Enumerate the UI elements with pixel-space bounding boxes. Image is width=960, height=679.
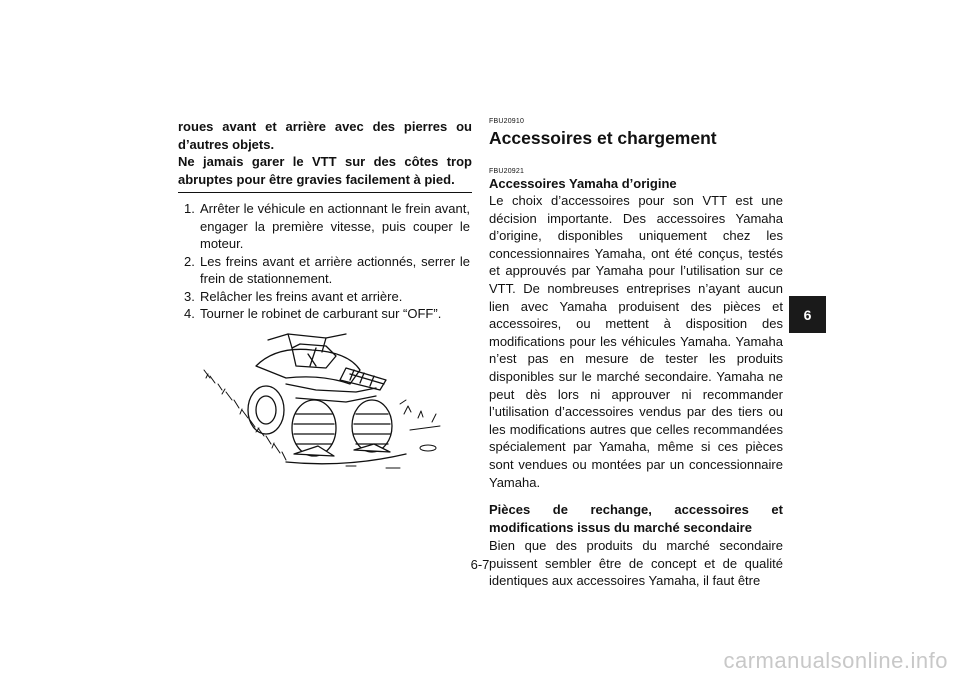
subsection-title-genuine-accessories: Accessoires Yamaha d’origine — [489, 176, 677, 191]
atv-parked-on-slope-illustration — [196, 318, 458, 478]
right-column — [489, 118, 783, 590]
watermark: carmanualsonline.info — [723, 648, 948, 673]
parking-steps-list — [178, 200, 472, 323]
section-title: Accessoires et chargement — [489, 128, 717, 148]
aftermarket-paragraph: Bien que des produits du marché secondaire puissent sembler être de concept et de qualité identiques aux accessoires Yamaha, il faut être — [489, 538, 783, 589]
genuine-accessories-paragraph: Le choix d’accessoires pour son VTT est une décision importante. Des accessoires Yamaha d’origine, disponibles uniquement chez les concessionnaires Yamaha, ont été conçus, testés et approuvés par Yamaha pour l’utilisation sur ce VTT. De nombreuses entreprises n’ayant aucun lien avec Yamaha produisent des pièces et accessoires, ou mettent à disposition des modifications pour les véhicules Yamaha. Yamaha n’est pas en mesure de tester les produits disponibles sur le marché secondaire. Yamaha ne peut dès lors ni approuver ni recommander l’utilisation d’accessoires vendus par des tiers ou les modifications autres que celles recommandées spécialement par Yamaha, même si ces pièces sont vendues ou montées par un concessionnaire Yamaha. — [489, 193, 783, 490]
warning-block — [178, 118, 472, 193]
list-item: 1. Arrêter le véhicule en actionnant le frein avant, engager la première vitesse, puis couper le moteur. — [184, 201, 470, 251]
warning-line-1: roues avant et arrière avec des pierres ou d’autres objets. — [178, 119, 472, 152]
page-number: 6-7 — [470, 557, 490, 572]
list-item: 4. Tourner le robinet de carburant sur “OFF”. — [184, 306, 442, 321]
list-item: 3. Relâcher les freins avant et arrière. — [184, 288, 403, 304]
list-item: 2. Les freins avant et arrière actionnés, serrer le frein de stationnement. — [184, 253, 470, 286]
chapter-tab: 6 — [789, 296, 826, 333]
left-column — [178, 118, 472, 323]
subsection-code: FBU20921 — [489, 168, 525, 175]
subsection-title-aftermarket: Pièces de rechange, accessoires et modifications issus du marché secondaire — [489, 502, 783, 536]
section-code: FBU20910 — [489, 118, 525, 125]
warning-line-2: Ne jamais garer le VTT sur des côtes trop abruptes pour être gravies facilement à pied. — [178, 154, 472, 187]
